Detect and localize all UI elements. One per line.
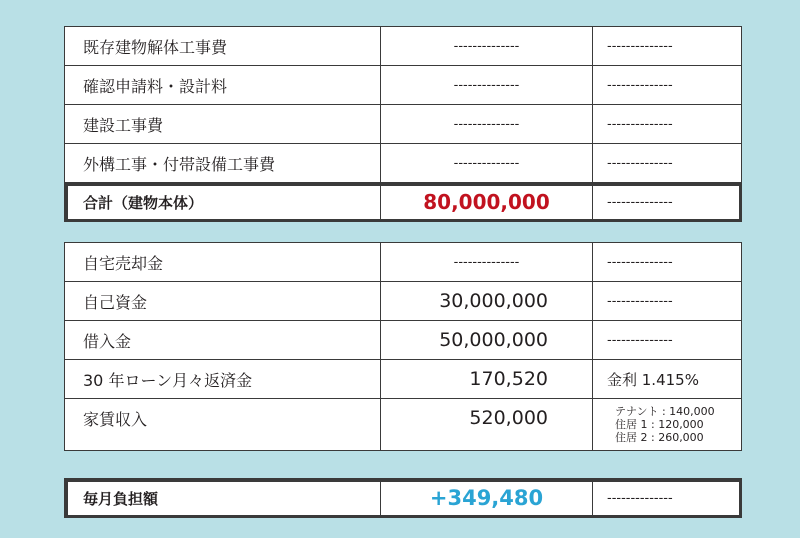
table-row (65, 282, 742, 321)
row-label: 家賃収入 (65, 399, 381, 451)
interest-rate: 金利 1.415% (593, 360, 742, 399)
row-label: 自己資金 (65, 282, 381, 321)
row-note: -------------- (593, 66, 742, 105)
row-label: 自宅売却金 (65, 243, 381, 282)
row-note: -------------- (593, 144, 742, 183)
row-label: 既存建物解体工事費 (65, 27, 381, 66)
monthly-burden-row (65, 479, 742, 518)
table-row (65, 27, 742, 66)
row-amount: -------------- (381, 243, 593, 282)
row-label: 外構工事・付帯設備工事費 (65, 144, 381, 183)
row-amount: -------------- (381, 105, 593, 144)
table-row (65, 399, 742, 451)
row-note: -------------- (593, 105, 742, 144)
table-row (65, 360, 742, 399)
monthly-burden-amount: +349,480 (381, 479, 593, 518)
rent-line-residence-1: 住居 1 : 120,000 (615, 418, 704, 431)
table-row (65, 243, 742, 282)
row-amount: 520,000 (381, 399, 593, 451)
row-amount: -------------- (381, 27, 593, 66)
total-note: -------------- (593, 183, 742, 222)
row-note: -------------- (593, 27, 742, 66)
construction-cost-table (64, 26, 742, 222)
row-note: -------------- (593, 243, 742, 282)
total-amount: 80,000,000 (381, 183, 593, 222)
table-row (65, 321, 742, 360)
rent-line-residence-2: 住居 2 : 260,000 (615, 431, 704, 444)
monthly-burden-note: -------------- (593, 479, 742, 518)
row-amount: 30,000,000 (381, 282, 593, 321)
row-amount: -------------- (381, 66, 593, 105)
funding-table (64, 242, 742, 451)
row-amount: 170,520 (381, 360, 593, 399)
row-amount: -------------- (381, 144, 593, 183)
total-label: 合計（建物本体） (65, 183, 381, 222)
row-amount: 50,000,000 (381, 321, 593, 360)
row-note: -------------- (593, 282, 742, 321)
row-note: -------------- (593, 321, 742, 360)
row-label: 確認申請料・設計料 (65, 66, 381, 105)
monthly-burden-label: 毎月負担額 (65, 479, 381, 518)
rent-line-tenant: テナント : 140,000 (615, 405, 715, 418)
rent-breakdown (593, 399, 742, 451)
table-row (65, 144, 742, 183)
row-label: 建設工事費 (65, 105, 381, 144)
monthly-burden-table (64, 478, 742, 518)
table-row (65, 66, 742, 105)
row-label: 借入金 (65, 321, 381, 360)
row-label: 30 年ローン月々返済金 (65, 360, 381, 399)
table-row (65, 105, 742, 144)
total-row (65, 183, 742, 222)
